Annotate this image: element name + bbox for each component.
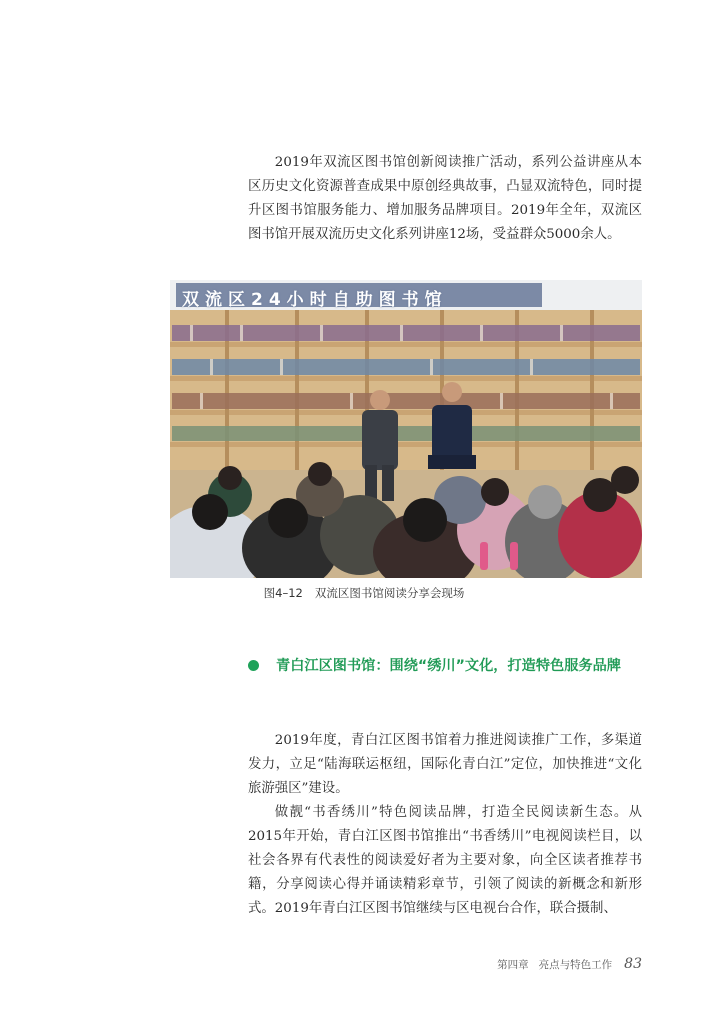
chapter-label: 第四章 <box>497 959 529 971</box>
section-heading <box>248 655 668 675</box>
page-number: 83 <box>624 956 642 972</box>
library-sign-text: 双流区24小时自助图书馆 <box>182 290 448 310</box>
chapter-title: 亮点与特色工作 <box>538 959 613 971</box>
section-heading-text: 青白江区图书馆：围绕“绣川”文化，打造特色服务品牌 <box>276 658 621 674</box>
paragraph-qingbaijiang-intro: 2019年度，青白江区图书馆着力推进阅读推广工作，多渠道发力，立足“陆海联运枢纽，国际化青白江”定位，加快推进“文化旅游强区”建设。 <box>248 733 642 796</box>
paragraph-shuxiang-xiuchuan: 做靓“书香绣川”特色阅读品牌，打造全民阅读新生态。从2015年开始，青白江区图书馆推出“书香绣川”电视阅读栏目，以社会各界有代表性的阅读爱好者为主要对象，向全区读者推荐书籍，分享阅读心得并诵读精彩章节，引领了阅读的新概念和新形式。2019年青白江区图书馆继续与区电视台合作，联合摄制、 <box>248 805 642 916</box>
page-footer <box>497 956 642 972</box>
figure-number: 图4–12 <box>263 586 303 600</box>
paragraph-shuangliu-activity: 2019年双流区图书馆创新阅读推广活动，系列公益讲座从本区历史文化资源普查成果中原创经典故事，凸显双流特色，同时提升区图书馆服务能力、增加服务品牌项目。2019年全年，双流区图书馆开展双流历史文化系列讲座12场，受益群众5000余人。 <box>248 155 642 242</box>
green-bullet-icon <box>248 660 259 671</box>
figure-caption-text: 双流区图书馆阅读分享会现场 <box>314 586 465 600</box>
figure-caption <box>0 585 728 601</box>
photo-reading-event <box>170 280 642 578</box>
